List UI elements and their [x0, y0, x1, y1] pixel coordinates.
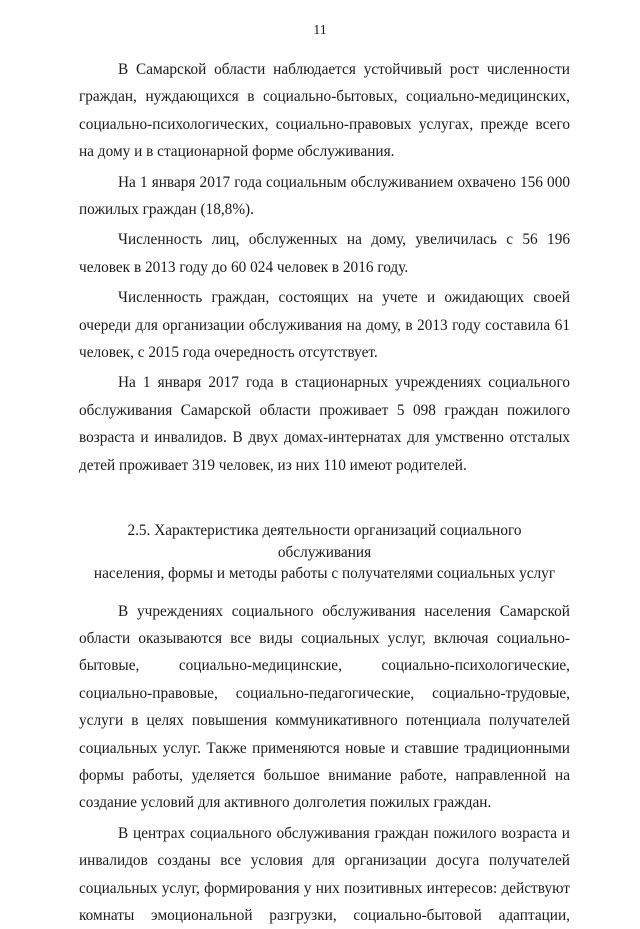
page-number: 11 [313, 23, 327, 38]
paragraph-coverage-2017: На 1 января 2017 года социальным обслуживанием охвачено 156 000 пожилых граждан (18,8%). [79, 173, 570, 219]
paragraph-waiting-list: Численность граждан, состоящих на учете и ожидающих своей очереди для организации обслуживания на дому, в 2013 году составила 61 человек, с 2015 года очередность отсутствует. [79, 289, 570, 362]
paragraph-leisure-centers: В центрах социального обслуживания граждан пожилого возраста и инвалидов созданы все условия для организации досуга получателей социальных услуг, формирования у них позитивных интересов: действуют комнаты эмоциональной разгрузки, социально-бытовой адаптации, [79, 824, 570, 925]
paragraph-residential-institutions: На 1 января 2017 года в стационарных учреждениях социального обслуживания Самарской области проживает 5 098 граждан пожилого возраста и инвалидов. В двух домах-интернатах для умственно отсталых детей проживает 319 человек, из них 110 имеют родителей. [79, 374, 570, 474]
paragraph-population-growth: В Самарской области наблюдается устойчивый рост численности граждан, нуждающихся в социально-бытовых, социально-медицинских, социально-психологических, социально-правовых услугах, прежде всего на дому и в стационарной форме обслуживания. [79, 61, 570, 161]
paragraph-service-types: В учреждениях социального обслуживания населения Самарской области оказываются все виды социальных услуг, включая социально-бытовые, социально-медицинские, социально-психологические, социально-правовые, социально-педагогические, социально-трудовые, услуги в целях повышения коммуникативного потенциала получателей социальных услуг. Также применяются новые и ставшие традиционными формы работы, уделяется большое внимание работе, направленной на создание условий для активного долголетия пожилых граждан. [79, 602, 570, 812]
section-heading [79, 520, 570, 585]
page-content [79, 56, 570, 929]
section-heading-line-2: населения, формы и методы работы с получателями социальных услуг [93, 565, 556, 583]
section-heading-line-1: 2.5. Характеристика деятельности организаций социального обслуживания [127, 522, 522, 561]
paragraph-home-service-count: Численность лиц, обслуженных на дому, увеличилась с 56 196 человек в 2013 году до 60 024 человек в 2016 году. [79, 231, 570, 276]
